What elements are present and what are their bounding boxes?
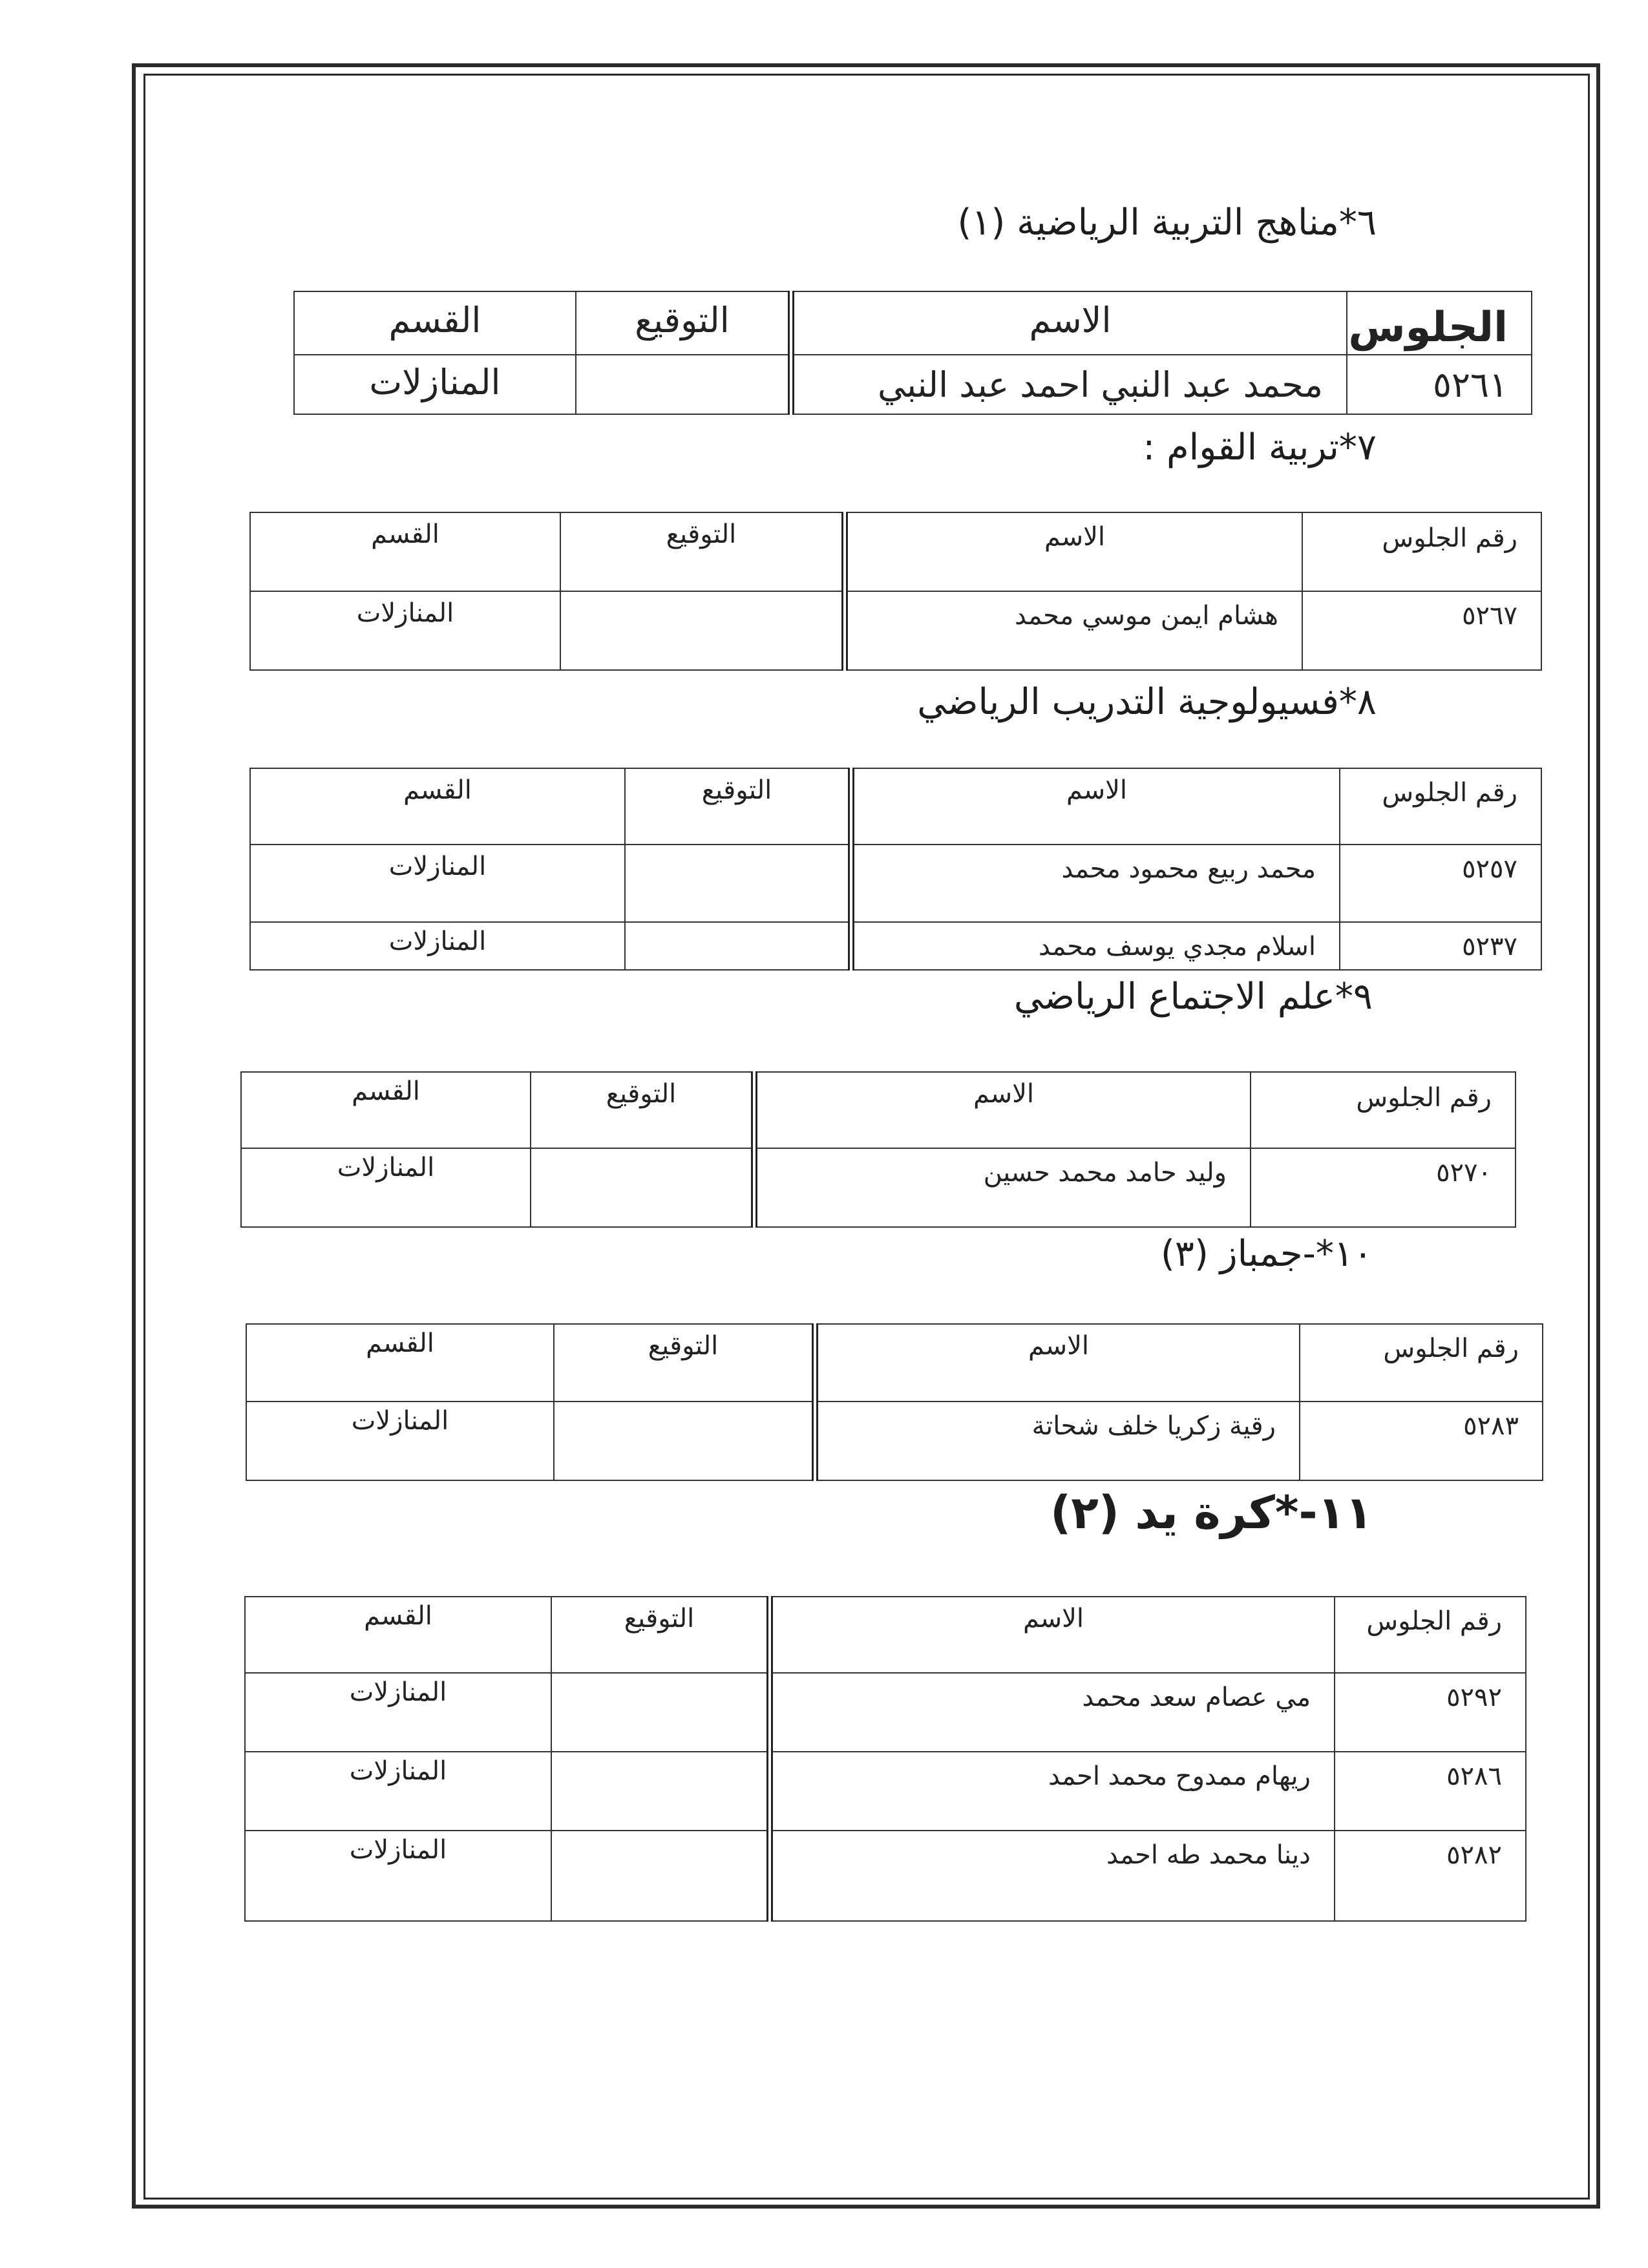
department-cell: المنازلات: [245, 1673, 551, 1752]
table-section-7: [249, 512, 1542, 671]
header-name: الاسم: [815, 1324, 1300, 1402]
seat-number: ٥٢٣٧: [1340, 922, 1541, 970]
signature-cell: [554, 1402, 815, 1480]
department-cell: المنازلات: [246, 1402, 554, 1480]
header-signature: التوقيع: [531, 1072, 754, 1148]
header-name: الاسم: [770, 1597, 1335, 1673]
table-header-row: [250, 768, 1541, 845]
table-row: [246, 1402, 1543, 1480]
seat-number: ٥٢٦٧: [1302, 591, 1541, 670]
department-cell: المنازلات: [250, 591, 560, 670]
header-seat: رقم الجلوس: [1302, 512, 1541, 591]
header-seat: الجلوس: [1347, 291, 1532, 355]
signature-cell: [551, 1831, 770, 1921]
seat-number: ٥٢٥٧: [1340, 845, 1541, 922]
header-department: القسم: [246, 1324, 554, 1402]
seat-number: ٥٢٦١: [1347, 355, 1532, 414]
table-section-6: [293, 291, 1532, 415]
seat-number: ٥٢٧٠: [1251, 1148, 1516, 1227]
header-name: الاسم: [791, 291, 1347, 355]
signature-cell: [560, 591, 845, 670]
header-department: القسم: [250, 768, 625, 845]
seat-number: ٥٢٨٦: [1335, 1752, 1526, 1831]
student-name: ريهام ممدوح محمد احمد: [770, 1752, 1335, 1831]
header-name: الاسم: [845, 512, 1302, 591]
table-header-row: [246, 1324, 1543, 1402]
student-name: محمد ربيع محمود محمد: [851, 845, 1340, 922]
header-department: القسم: [294, 291, 576, 355]
table-row: [250, 591, 1541, 670]
header-name: الاسم: [851, 768, 1340, 845]
table-row: [250, 922, 1541, 970]
table-header-row: [241, 1072, 1516, 1148]
header-department: القسم: [250, 512, 560, 591]
department-cell: المنازلات: [294, 355, 576, 414]
seat-number: ٥٢٨٢: [1335, 1831, 1526, 1921]
student-name: هشام ايمن موسي محمد: [845, 591, 1302, 670]
header-seat: رقم الجلوس: [1335, 1597, 1526, 1673]
table-row: [245, 1752, 1526, 1831]
signature-cell: [531, 1148, 754, 1227]
student-name: محمد عبد النبي احمد عبد النبي: [791, 355, 1347, 414]
department-cell: المنازلات: [250, 845, 625, 922]
signature-cell: [551, 1752, 770, 1831]
table-section-8: [249, 768, 1542, 971]
table-header-row: [250, 512, 1541, 591]
signature-cell: [625, 845, 851, 922]
seat-number: ٥٢٨٣: [1300, 1402, 1543, 1480]
section-title-8: ٨*فسيولوجية التدريب الرياضي: [917, 681, 1377, 723]
header-department: القسم: [245, 1597, 551, 1673]
section-title-11: ١١-*كرة يد (٢): [1050, 1486, 1373, 1539]
section-title-7: ٧*تربية القوام :: [1143, 426, 1377, 468]
header-signature: التوقيع: [560, 512, 845, 591]
header-name: الاسم: [754, 1072, 1251, 1148]
student-name: وليد حامد محمد حسين: [754, 1148, 1251, 1227]
header-signature: التوقيع: [551, 1597, 770, 1673]
department-cell: المنازلات: [241, 1148, 531, 1227]
signature-cell: [576, 355, 791, 414]
table-row: [294, 355, 1532, 414]
table-header-row: [294, 291, 1532, 355]
header-signature: التوقيع: [554, 1324, 815, 1402]
table-section-10: [246, 1323, 1543, 1481]
table-row: [250, 845, 1541, 922]
table-section-9: [240, 1071, 1516, 1228]
student-name: مي عصام سعد محمد: [770, 1673, 1335, 1752]
signature-cell: [551, 1673, 770, 1752]
table-row: [245, 1673, 1526, 1752]
header-signature: التوقيع: [576, 291, 791, 355]
header-seat: رقم الجلوس: [1340, 768, 1541, 845]
header-seat: رقم الجلوس: [1251, 1072, 1516, 1148]
seat-number: ٥٢٩٢: [1335, 1673, 1526, 1752]
student-name: رقية زكريا خلف شحاتة: [815, 1402, 1300, 1480]
student-name: اسلام مجدي يوسف محمد: [851, 922, 1340, 970]
section-title-9: ٩*علم الاجتماع الرياضي: [1013, 976, 1373, 1018]
header-department: القسم: [241, 1072, 531, 1148]
table-row: [241, 1148, 1516, 1227]
header-signature: التوقيع: [625, 768, 851, 845]
section-title-6: ٦*مناهج التربية الرياضية (١): [957, 202, 1377, 244]
header-seat: رقم الجلوس: [1300, 1324, 1543, 1402]
table-section-11: [244, 1596, 1527, 1922]
signature-cell: [625, 922, 851, 970]
department-cell: المنازلات: [250, 922, 625, 970]
department-cell: المنازلات: [245, 1752, 551, 1831]
table-row: [245, 1831, 1526, 1921]
section-title-10: ١٠*-جمباز (٣): [1161, 1233, 1373, 1275]
department-cell: المنازلات: [245, 1831, 551, 1921]
table-header-row: [245, 1597, 1526, 1673]
student-name: دينا محمد طه احمد: [770, 1831, 1335, 1921]
